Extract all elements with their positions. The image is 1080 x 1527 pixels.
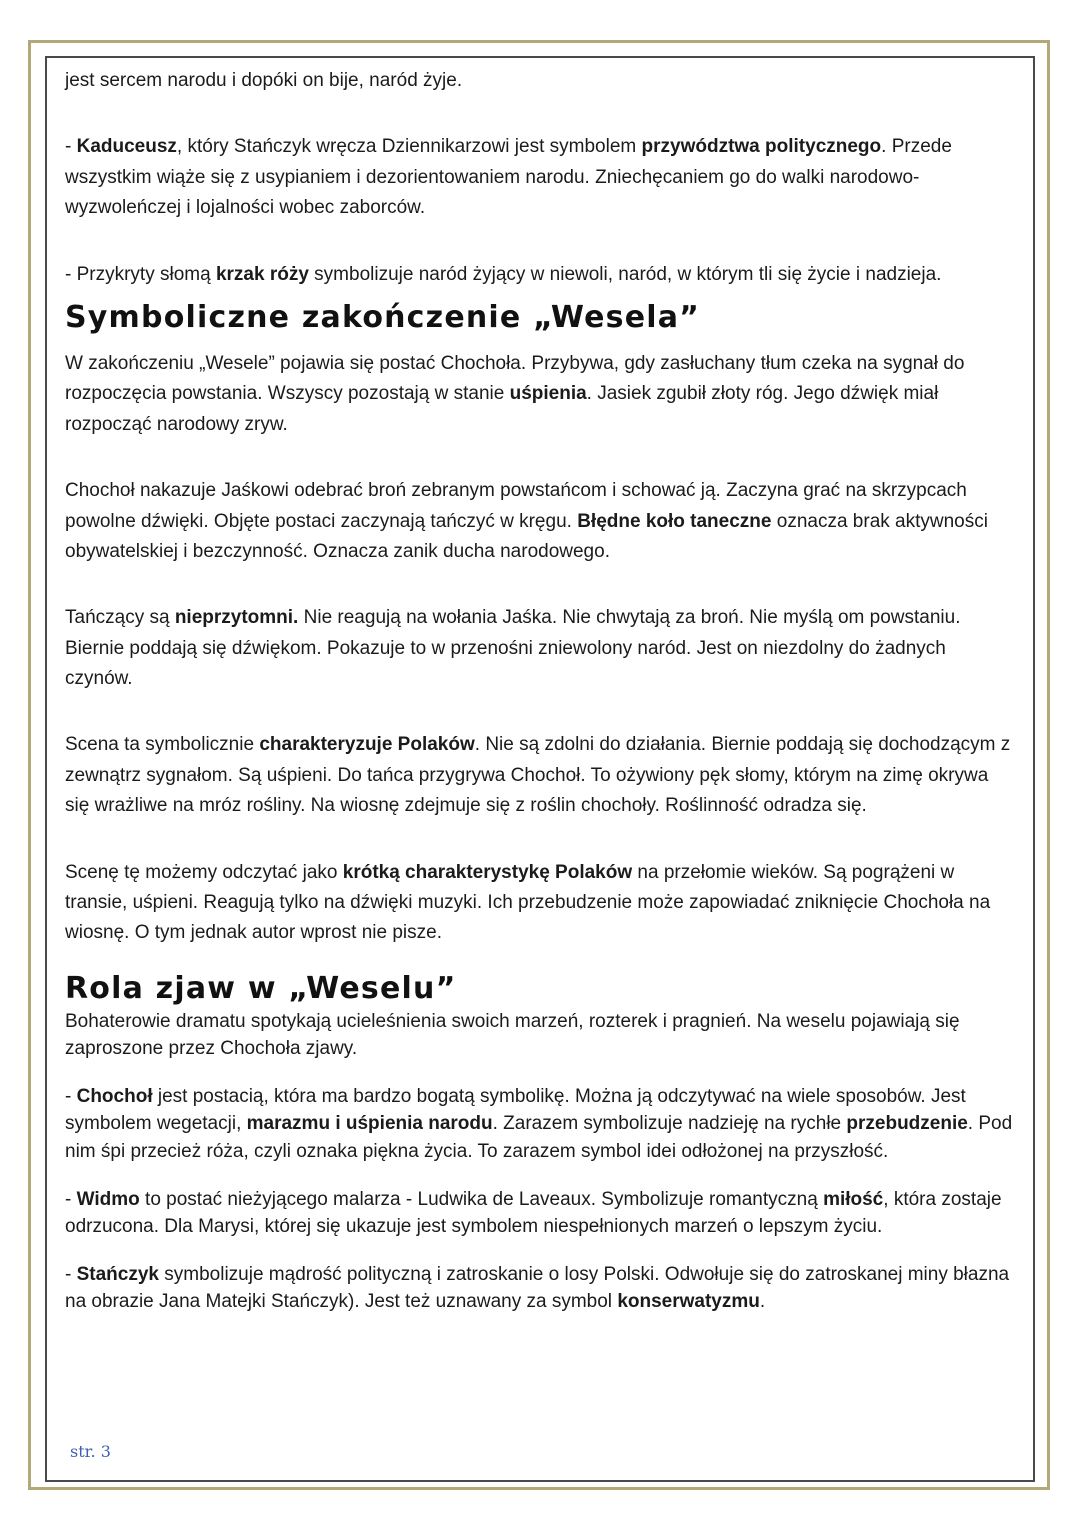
section-heading-rola-zjaw: Rola zjaw w „Weselu” [65,970,457,1006]
section1-paragraph-1: W zakończeniu „Wesele” pojawia się postać Chochoła. Przybywa, gdy zasłuchany tłum czeka na sygnał do rozpoczęcia powstania. Wszyscy pozostają w stanie uśpienia. Jasiek zgubił złoty róg. Jego dźwięk miał rozpocząć narodowy zryw. [65,352,965,435]
widmo-paragraph: - Widmo to postać nieżyjącego malarza - Ludwika de Laveaux. Symbolizuje romantyczną miłość, która zostaje odrzucona. Dla Marysi, której się ukazuje jest symbolem niespełnionych marzeń o lepszym życiu. [65,1188,1002,1238]
intro-paragraph: jest sercem narodu i dopóki on bije, naród żyje. [65,70,463,91]
section2-intro: Bohaterowie dramatu spotykają ucieleśnienia swoich marzeń, rozterek i pragnień. Na weselu pojawiają się zaproszone przez Chochoła zjawy. [65,1010,960,1060]
stanczyk-paragraph: - Stańczyk symbolizuje mądrość polityczną i zatroskanie o losy Polski. Odwołuje się do zatroskanej miny błazna na obrazie Jana Matejki Stańczyk). Jest też uznawany za symbol konserwatyzmu. [65,1263,1010,1313]
section1-paragraph-5: Scenę tę możemy odczytać jako krótką charakterystykę Polaków na przełomie wieków. Są pogrążeni w transie, uśpieni. Reagują tylko na dźwięki muzyki. Ich przebudzenie może zapowiadać zniknięcie Chochoła na wiosnę. O tym jednak autor wprost nie pisze. [65,861,991,944]
krzak-rozy-paragraph: - Przykryty słomą krzak róży symbolizuje naród żyjący w niewoli, naród, w którym tli się życie i nadzieja. [65,263,942,285]
page-number: str. 3 [70,1442,111,1461]
page-content [65,66,1015,1316]
section1-paragraph-4: Scena ta symbolicznie charakteryzuje Polaków. Nie są zdolni do działania. Biernie poddają się dochodzącym z zewnątrz sygnałom. Są uśpieni. Do tańca przygrywa Chochoł. To ożywiony pęk słomy, którym na zimę okrywa się wrażliwe na mróz rośliny. Na wiosnę zdejmuje się z roślin chochoły. Roślinność odradza się. [65,734,1011,817]
section1-paragraph-3: Tańczący są nieprzytomni. Nie reagują na wołania Jaśka. Nie chwytają za broń. Nie myślą om powstaniu. Biernie poddają się dźwiękom. Pokazuje to w przenośni zniewolony naród. Jest on niezdolny do żadnych czynów. [65,607,961,690]
section-heading-zakonczenie: Symboliczne zakończenie „Wesela” [65,299,701,335]
kaduceusz-paragraph: - Kaduceusz, który Stańczyk wręcza Dziennikarzowi jest symbolem przywództwa politycznego. Przede wszystkim wiąże się z usypianiem i dezorientowaniem narodu. Zniechęcaniem go do walki narodowo-wyzwoleńczej i lojalności wobec zaborców. [65,136,952,219]
section1-paragraph-2: Chochoł nakazuje Jaśkowi odebrać broń zebranym powstańcom i schować ją. Zaczyna grać na skrzypcach powolne dźwięki. Objęte postaci zaczynają tańczyć w kręgu. Błędne koło taneczne oznacza brak aktywności obywatelskiej i bezczynność. Oznacza zanik ducha narodowego. [65,480,988,562]
chochol-paragraph: - Chochoł jest postacią, która ma bardzo bogatą symbolikę. Można ją odczytywać na wiele sposobów. Jest symbolem wegetacji, marazmu i uśpienia narodu. Zarazem symbolizuje nadzieję na rychłe przebudzenie. Pod nim śpi przecież róża, czyli oznaka piękna życia. To zarazem symbol idei odłożonej na przyszłość. [65,1085,1013,1162]
